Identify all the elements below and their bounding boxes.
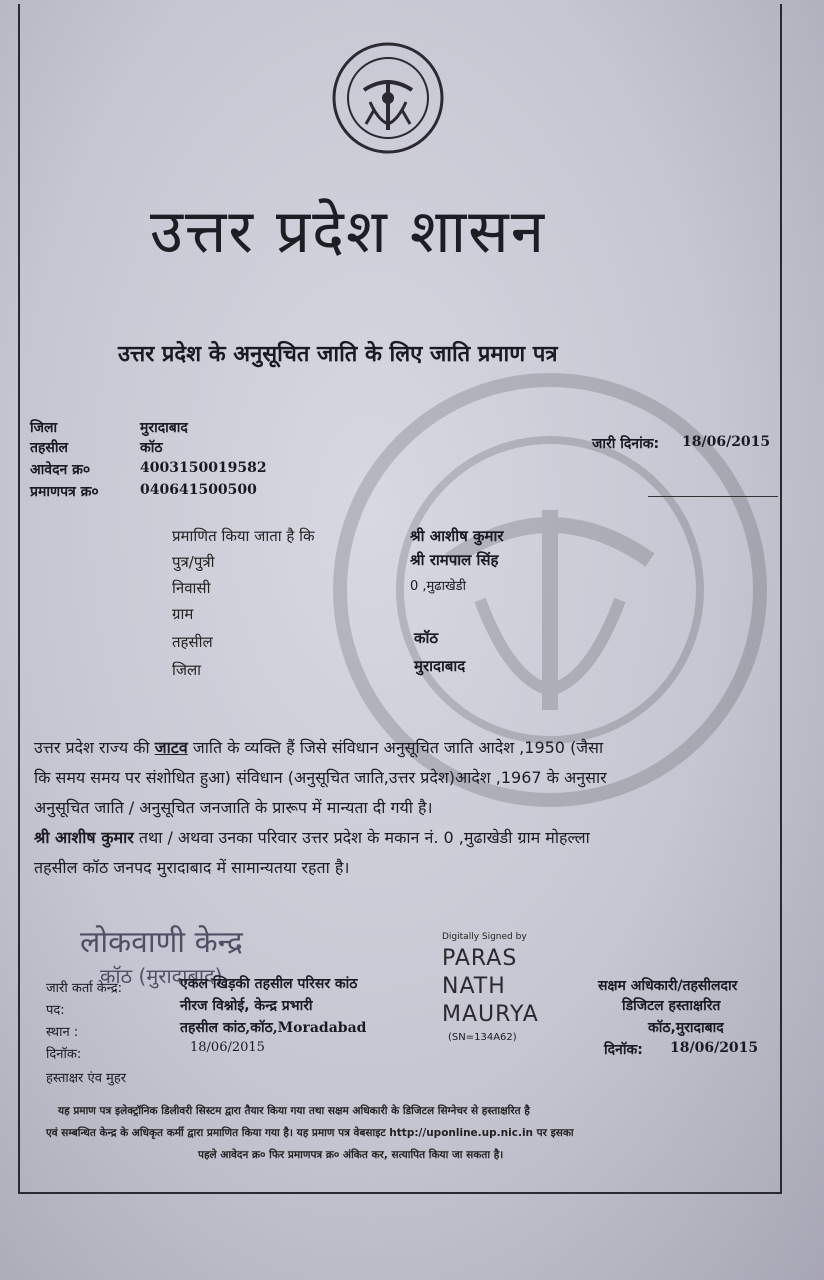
up-state-emblem-icon — [330, 40, 446, 156]
footer-line-1: यह प्रमाण पत्र इलेक्ट्रॉनिक डिलीवरी सिस्टम द्वारा तैयार किया गया तथा सक्षम अधिकारी के डिजिटल सिग्नेचर से हस्ताक्षरित है — [58, 1105, 530, 1117]
issuing-center-value: एकल खिड़की तहसील परिसर कांठ — [180, 976, 358, 992]
parent-value: श्री रामपाल सिंह — [410, 551, 499, 569]
resident-value: 0 ,मुढाखेडी — [410, 579, 466, 594]
caste-name: जाटव — [154, 738, 188, 757]
place-label: स्थान : — [46, 1025, 79, 1040]
application-number-value: 4003150019582 — [140, 460, 267, 476]
holder-name-value: श्री आशीष कुमार — [410, 527, 504, 545]
body-line-1-end: जाति के व्यक्ति हैं जिसे संविधान अनुसूचित जाति आदेश ,1950 (जैसा — [192, 738, 604, 757]
issuing-center-label: जारी कर्ता केन्द्र: — [46, 981, 123, 996]
signer-name-line-2: NATH — [442, 974, 506, 999]
parent-label: पुत्र/पुत्री — [172, 553, 215, 571]
application-number-label: आवेदन क्र० — [30, 462, 91, 478]
authority-title: सक्षम अधिकारी/तहसीलदार — [598, 978, 738, 994]
certify-tehsil-value: कॉठ — [414, 629, 439, 647]
issue-date-label: जारी दिनांक: — [592, 436, 660, 452]
body-line-3: अनुसूचित जाति / अनुसूचित जनजाति के प्रारूप में मान्यता दी गयी है। — [34, 798, 433, 817]
certify-intro-label: प्रमाणित किया जाता है कि — [172, 527, 315, 545]
village-label: ग्राम — [172, 605, 194, 623]
signer-serial: (SN=134A62) — [448, 1032, 517, 1043]
authority-date-value: 18/06/2015 — [670, 1040, 759, 1056]
certificate-subtitle: उत्तर प्रदेश के अनुसूचित जाति के लिए जाति प्रमाण पत्र — [118, 342, 558, 367]
authority-date-label: दिनॉक: — [604, 1042, 643, 1058]
signature-line — [648, 496, 778, 497]
authority-place: कॉठ,मुरादाबाद — [648, 1020, 724, 1036]
body-holder-name: श्री आशीष कुमार — [34, 828, 134, 847]
body-line-1-start: उत्तर प्रदेश राज्य की — [34, 738, 150, 757]
footer-line-2: एवं सम्बन्धित केन्द्र के अधिकृत कर्मी द्वारा प्रमाणित किया गया है। यह प्रमाण पत्र वेबसाइट http://uponline.up.nic.in पर इसका — [46, 1127, 574, 1139]
body-line-4-end: तथा / अथवा उनका परिवार उत्तर प्रदेश के मकान नं. 0 ,मुढाखेडी ग्राम मोहल्ला — [138, 828, 590, 847]
certificate-number-label: प्रमाणपत्र क्र० — [30, 484, 99, 500]
issuer-date-label: दिनॉक: — [46, 1047, 82, 1062]
certificate-number-value: 040641500500 — [140, 482, 257, 498]
lokvani-stamp-title: लोकवाणी केन्द्र — [80, 925, 243, 960]
tehsil-label: तहसील — [30, 440, 68, 456]
body-line-1 — [34, 736, 603, 758]
resident-label: निवासी — [172, 579, 211, 597]
signer-name-line-3: MAURYA — [442, 1002, 539, 1027]
district-label: जिला — [30, 420, 58, 436]
certify-district-value: मुरादाबाद — [414, 657, 466, 675]
district-value: मुरादाबाद — [140, 420, 188, 436]
body-line-5: तहसील कॉठ जनपद मुरादाबाद में सामान्यतया रहता है। — [34, 858, 350, 877]
post-label: पद: — [46, 1003, 65, 1018]
tehsil-value: कॉठ — [140, 440, 163, 456]
signer-name-line-1: PARAS — [442, 946, 518, 971]
issuer-date-value: 18/06/2015 — [190, 1040, 265, 1055]
signature-and-seal-label: हस्ताक्षर एंव मुहर — [46, 1071, 127, 1086]
certify-district-label: जिला — [172, 661, 202, 679]
footer-line-3: पहले आवेदन क्र० फिर प्रमाणपत्र क्र० अंकित कर, सत्यापित किया जा सकता है। — [198, 1149, 504, 1161]
certify-tehsil-label: तहसील — [172, 633, 213, 651]
lokvani-stamp-place: कॉठ (मुरादाबाद) — [100, 964, 223, 988]
body-line-2: कि समय समय पर संशोधित हुआ) संविधान (अनुसूचित जाति,उत्तर प्रदेश)आदेश ,1967 के अनुसार — [34, 768, 607, 787]
place-value: तहसील कांठ,कॉठ,Moradabad — [180, 1020, 367, 1036]
body-line-4 — [34, 826, 590, 848]
authority-digitally-signed: डिजिटल हस्ताक्षरित — [622, 998, 721, 1014]
digital-signature-label: Digitally Signed by — [442, 932, 527, 942]
page-title: उत्तर प्रदेश शासन — [150, 197, 547, 267]
post-value: नीरज विश्नोई, केन्द्र प्रभारी — [180, 998, 313, 1014]
issue-date-value: 18/06/2015 — [682, 434, 771, 450]
